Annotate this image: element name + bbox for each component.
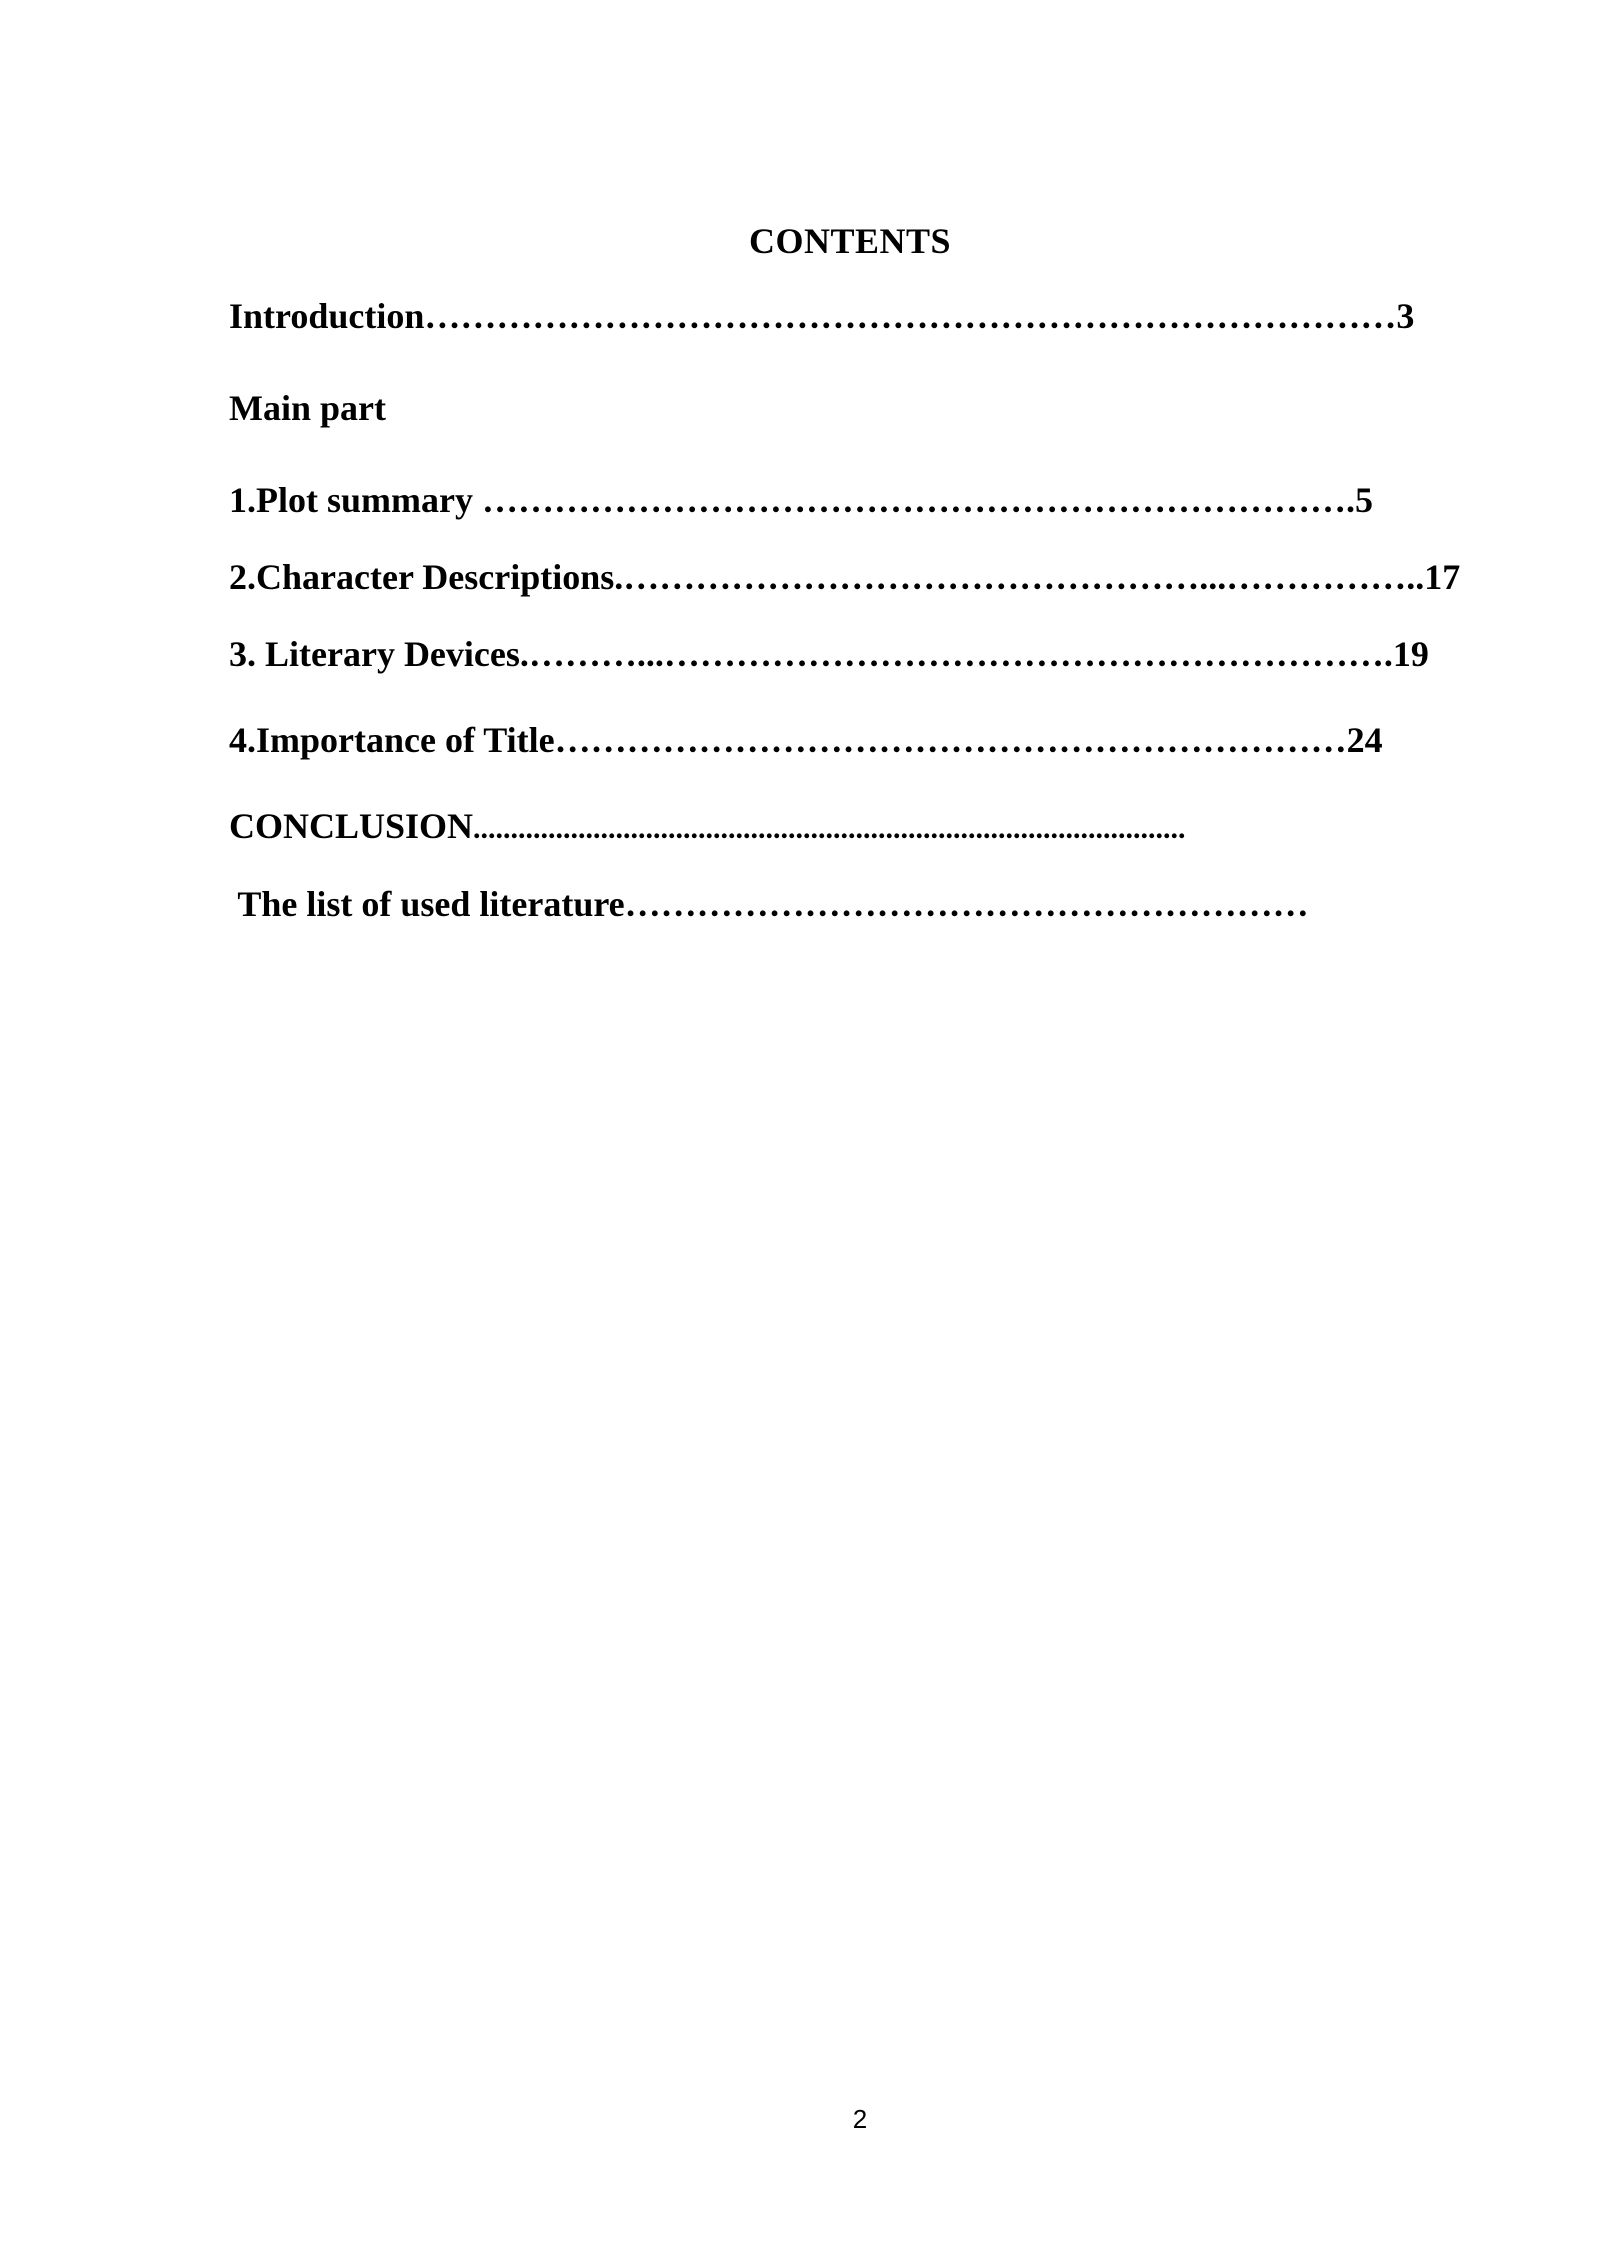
- toc-section-main-part: [229, 390, 386, 426]
- toc-entry-literary-devices[interactable]: [229, 636, 1429, 672]
- toc-entry-introduction[interactable]: [229, 298, 1414, 334]
- toc-entry-leader: …………………………………………………………: [554, 720, 1347, 760]
- toc-entry-label: 4.Importance of Title: [229, 720, 555, 760]
- toc-entry-page: 17: [1424, 557, 1461, 597]
- toc-entry-leader: …………………………………………...……………..: [623, 557, 1425, 597]
- toc-entry-page: 5: [1354, 480, 1373, 520]
- toc-entry-leader: ………...…………………………………………………….: [528, 634, 1393, 674]
- toc-entry-label: 1.Plot summary: [229, 480, 482, 520]
- toc-entry-page: 24: [1346, 720, 1383, 760]
- page-title: CONTENTS: [748, 221, 952, 261]
- toc-entry-character-descriptions[interactable]: [229, 559, 1460, 595]
- toc-entry-label: 2.Character Descriptions.: [229, 557, 624, 597]
- toc-entry-label: Main part: [229, 388, 386, 428]
- toc-entry-used-literature[interactable]: [229, 886, 1309, 922]
- toc-entry-conclusion[interactable]: [229, 808, 1186, 844]
- toc-entry-importance-of-title[interactable]: [229, 722, 1383, 758]
- toc-entry-label: 3. Literary Devices.: [229, 634, 529, 674]
- toc-entry-leader: ………………………………………………………………………: [424, 296, 1397, 336]
- toc-entry-page: 3: [1396, 296, 1415, 336]
- page-number: 2: [852, 2104, 868, 2134]
- toc-entry-leader: ……………………………………………………………….: [481, 480, 1355, 520]
- toc-entry-label: Introduction: [229, 296, 425, 336]
- toc-entry-plot-summary[interactable]: [229, 482, 1373, 518]
- toc-entry-label: CONCLUSION: [229, 806, 474, 846]
- toc-entry-leader: ...............................................................................................: [473, 812, 1186, 845]
- toc-entry-label: The list of used literature: [229, 884, 625, 924]
- toc-entry-leader: …………………………………………………: [624, 884, 1309, 924]
- toc-entry-page: 19: [1392, 634, 1429, 674]
